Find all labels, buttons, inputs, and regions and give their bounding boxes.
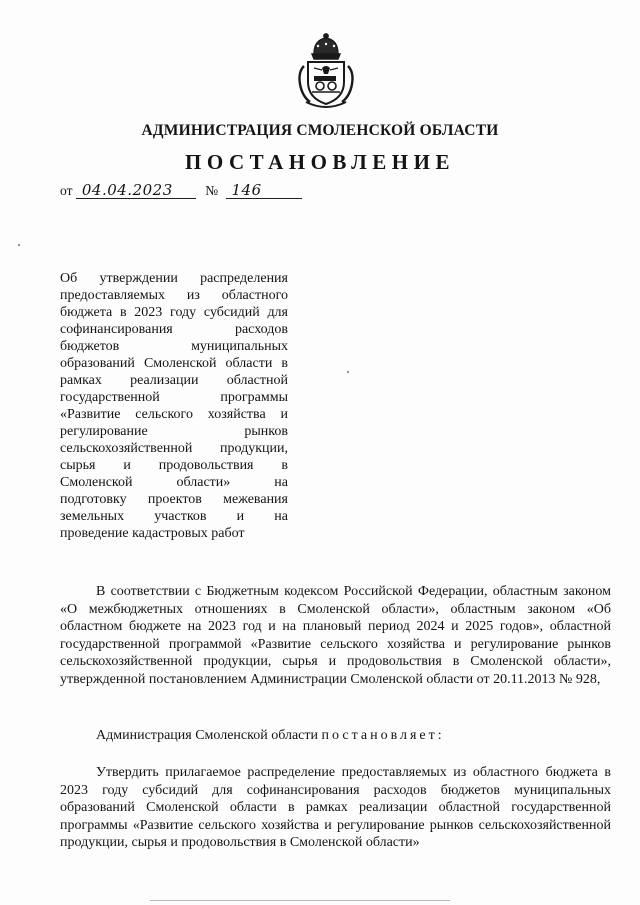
subject-line: бюджета в 2023 году субсидий для: [60, 305, 288, 320]
number-label: №: [205, 183, 219, 198]
date-number-line: [60, 182, 302, 199]
subject-line: проведение кадастровых работ: [60, 526, 245, 541]
approval-paragraph: [60, 764, 611, 852]
subject-line: регулирование рынков: [60, 424, 288, 439]
scan-speck: [18, 244, 20, 246]
subject-line: Об утверждении распределения: [60, 271, 288, 286]
subject-line: софинансирования расходов: [60, 322, 288, 337]
subject-line: Смоленской области» на: [60, 475, 288, 490]
date-value: 04.04.2023: [76, 182, 196, 199]
subject-line: сельскохозяйственной продукции,: [60, 441, 288, 456]
resolution-verb: постановляет:: [321, 728, 445, 743]
subject-line: земельных участков и на: [60, 509, 288, 524]
date-label: от: [60, 183, 73, 198]
scan-edge-line: [150, 900, 450, 901]
subject-line: «Развитие сельского хозяйства и: [60, 407, 288, 422]
resolution-subject: Администрация Смоленской области: [96, 728, 322, 743]
organization-title: АДМИНИСТРАЦИЯ СМОЛЕНСКОЙ ОБЛАСТИ: [141, 122, 499, 139]
number-value: 146: [226, 182, 302, 199]
preamble-text: В соответствии с Бюджетным кодексом Российской Федерации, областным законом «О межбюджетных отношениях в Смоленской области», областным законом «Об областном бюджете на 2023 год и на плановый период 2024 и 2025 годов», областной государственной программой «Развитие сельского хозяйства и регулирование рынков сельскохозяйственной продукции, сырья и продовольствия в Смоленской области», утвержденной постановлением Администрации Смоленской области от 20.11.2013 № 928,: [60, 584, 611, 687]
preamble-paragraph: [60, 583, 611, 689]
subject-line: рамках реализации областной: [60, 373, 288, 388]
document-type-title: ПОСТАНОВЛЕНИЕ: [185, 150, 455, 174]
document-subject: [60, 270, 288, 542]
resolution-paragraph: [60, 727, 611, 745]
approval-text: Утвердить прилагаемое распределение предоставляемых из областного бюджета в 2023 году субсидий для софинансирования расходов бюджетов муниципальных образований Смоленской области в рамках реализации областной государственной программы «Развитие сельского хозяйства и регулирование рынков сельскохозяйственной продукции, сырья и продовольствия в Смоленской области»: [60, 765, 611, 851]
subject-line: сырья и продовольствия в: [60, 458, 288, 473]
subject-line: государственной программы: [60, 390, 288, 405]
subject-line: образований Смоленской области в: [60, 356, 288, 371]
subject-line: предоставляемых из областного: [60, 288, 288, 303]
coat-of-arms-emblem: [294, 32, 358, 110]
subject-line: подготовку проектов межевания: [60, 492, 288, 507]
scan-speck: [347, 371, 349, 373]
subject-line: бюджетов муниципальных: [60, 339, 288, 354]
